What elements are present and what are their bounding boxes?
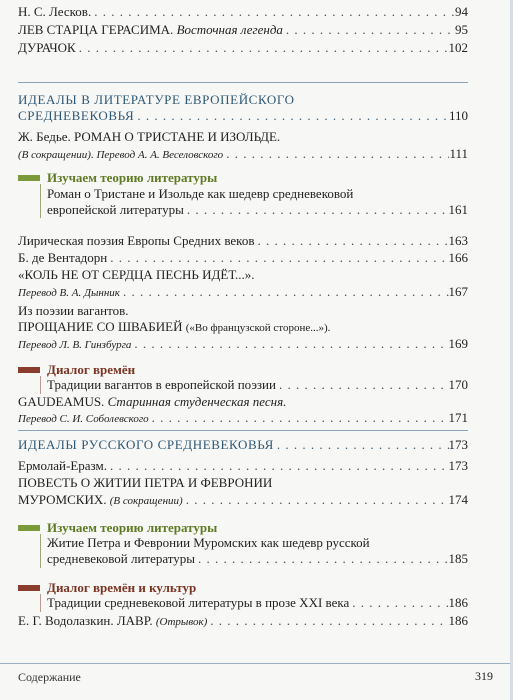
green-marker: [18, 525, 40, 531]
entry-translator: Перевод Л. В. Гинзбурга: [18, 339, 132, 351]
toc-entry-kol-title: «КОЛЬ НЕ ОТ СЕРДЦА ПЕСНЬ ИДЁТ...».: [18, 267, 255, 282]
box-rule: [40, 594, 41, 612]
box-rule: [40, 184, 41, 218]
toc-entry-dialog2: Традиции средневековой литературы в прозе XXI века . . . 186: [47, 595, 468, 611]
leader-dots: [107, 250, 448, 266]
entry-translator: Перевод С. И. Соболевского: [18, 413, 149, 425]
page-number: 174: [448, 492, 468, 507]
toc-entry-theory2: средневековой литературы . . . 185: [47, 551, 468, 567]
entry-subtitle: Восточная легенда: [176, 22, 283, 37]
page-number: 95: [455, 22, 468, 37]
page-number: 161: [448, 202, 468, 217]
toc-entry-durachok: [18, 40, 468, 56]
leader-dots: [276, 377, 449, 393]
page-number: 166: [448, 250, 468, 265]
page-number: 186: [448, 613, 468, 628]
page-number: 163: [448, 233, 468, 248]
page-number: 110: [448, 108, 468, 123]
leader-dots: [131, 336, 448, 352]
toc-entry-bedier: [18, 146, 468, 163]
toc-entry-leskov: [18, 4, 468, 20]
leader-dots: [223, 146, 449, 162]
footer-section-label: Содержание: [18, 670, 81, 684]
footer-rule: [0, 663, 513, 664]
toc-entry-text: Н. С. Лесков.: [18, 4, 92, 19]
leader-dots: [207, 613, 448, 629]
brown-marker: [18, 367, 40, 373]
povest-title-line1: ПОВЕСТЬ О ЖИТИИ ПЕТРА И ФЕВРОНИИ: [18, 475, 273, 490]
leader-dots: [349, 595, 448, 611]
box-rule: [40, 376, 41, 394]
section-divider: [18, 82, 468, 83]
toc-entry-lev: [18, 22, 468, 38]
toc-entry-bedier-title: Ж. Бедье. РОМАН О ТРИСТАНЕ И ИЗОЛЬДЕ.: [18, 129, 281, 144]
entry-translator: (В сокращении). Перевод А. А. Веселовского: [18, 149, 224, 161]
gaudeamus-title-line: [18, 394, 286, 410]
leader-dots: [254, 233, 448, 249]
toc-entry-kol: [18, 284, 468, 301]
theory-heading-2: Изучаем теорию литературы: [47, 520, 218, 535]
entry-subtitle: (В сокращении): [109, 495, 183, 507]
leader-dots: [120, 284, 449, 300]
page-number: 102: [448, 40, 468, 55]
page-number: 170: [448, 377, 468, 392]
dialog-heading-2: Диалог времён и культур: [47, 580, 197, 595]
section-divider: [18, 430, 468, 431]
leader-dots: [274, 437, 449, 453]
page-number: 171: [448, 410, 468, 425]
leader-dots: [91, 4, 455, 20]
entry-subtitle: («Во французской стороне...»).: [185, 322, 331, 334]
theory2-line1: Житие Петра и Февронии Муромских как шедевр русской: [47, 535, 370, 550]
entry-title: ДУРАЧОК: [18, 40, 76, 55]
section-heading-russia: ИДЕАЛЫ РУССКОГО СРЕДНЕВЕКОВЬЯ . . . 173: [18, 437, 468, 453]
page-number: 173: [448, 458, 468, 473]
toc-entry-dialog1: Традиции вагантов в европейской поэзии . . . 170: [47, 377, 468, 393]
entry-title: ПРОЩАНИЕ СО ШВАБИЕЙ: [18, 319, 183, 334]
footer-page-number: 319: [475, 669, 493, 683]
leader-dots: [107, 458, 449, 474]
dialog-heading-1: Диалог времён: [47, 362, 136, 377]
toc-entry-lyric: Лирическая поэзия Европы Средних веков . . . 163: [18, 233, 468, 249]
theory-heading-1: Изучаем теорию литературы: [47, 170, 218, 185]
entry-title: МУРОМСКИХ.: [18, 492, 107, 507]
page-number: 186: [448, 595, 468, 610]
page-number: 169: [448, 336, 468, 351]
leader-dots: [283, 22, 455, 38]
entry-translator: Перевод В. А. Дынник: [18, 287, 120, 299]
leader-dots: [184, 202, 449, 218]
toc-entry-ermolai: Ермолай-Еразм. . . . 173: [18, 458, 468, 474]
green-marker: [18, 175, 40, 181]
page-number: 173: [448, 437, 468, 452]
leader-dots: [195, 551, 448, 567]
section-heading-europe-line2: СРЕДНЕВЕКОВЬЯ . . . 110: [18, 108, 468, 124]
page-number: 111: [449, 146, 468, 161]
theory1-line1: Роман о Тристане и Изольде как шедевр средневековой: [47, 186, 354, 201]
leader-dots: [149, 410, 449, 426]
section-heading-europe: ИДЕАЛЫ В ЛИТЕРАТУРЕ ЕВРОПЕЙСКОГО: [18, 92, 295, 107]
toc-entry-vodolazkin: [18, 613, 468, 630]
leader-dots: [134, 108, 449, 124]
toc-entry-vagants: [18, 336, 468, 353]
vagants-title-line: [18, 319, 330, 336]
leader-dots: [183, 492, 449, 508]
entry-subtitle: Старинная студенческая песня.: [107, 394, 287, 409]
entry-subtitle: (Отрывок): [155, 616, 208, 628]
toc-entry-gaudeamus: [18, 410, 468, 427]
page-number: 94: [455, 4, 468, 19]
leader-dots: [76, 40, 449, 56]
entry-title: ЛЕВ СТАРЦА ГЕРАСИМА.: [18, 22, 174, 37]
entry-title: Е. Г. Водолазкин. ЛАВР.: [18, 613, 153, 628]
brown-marker: [18, 585, 40, 591]
toc-entry-povest: [18, 492, 468, 509]
toc-entry-ventadorn: Б. де Вентадорн . . . 166: [18, 250, 468, 266]
toc-entry-theory1: европейской литературы . . . 161: [47, 202, 468, 218]
page-number: 167: [448, 284, 468, 299]
page-number: 185: [448, 551, 468, 566]
entry-title: GAUDEAMUS.: [18, 394, 105, 409]
box-rule: [40, 534, 41, 568]
vagants-intro: Из поэзии вагантов.: [18, 303, 129, 318]
